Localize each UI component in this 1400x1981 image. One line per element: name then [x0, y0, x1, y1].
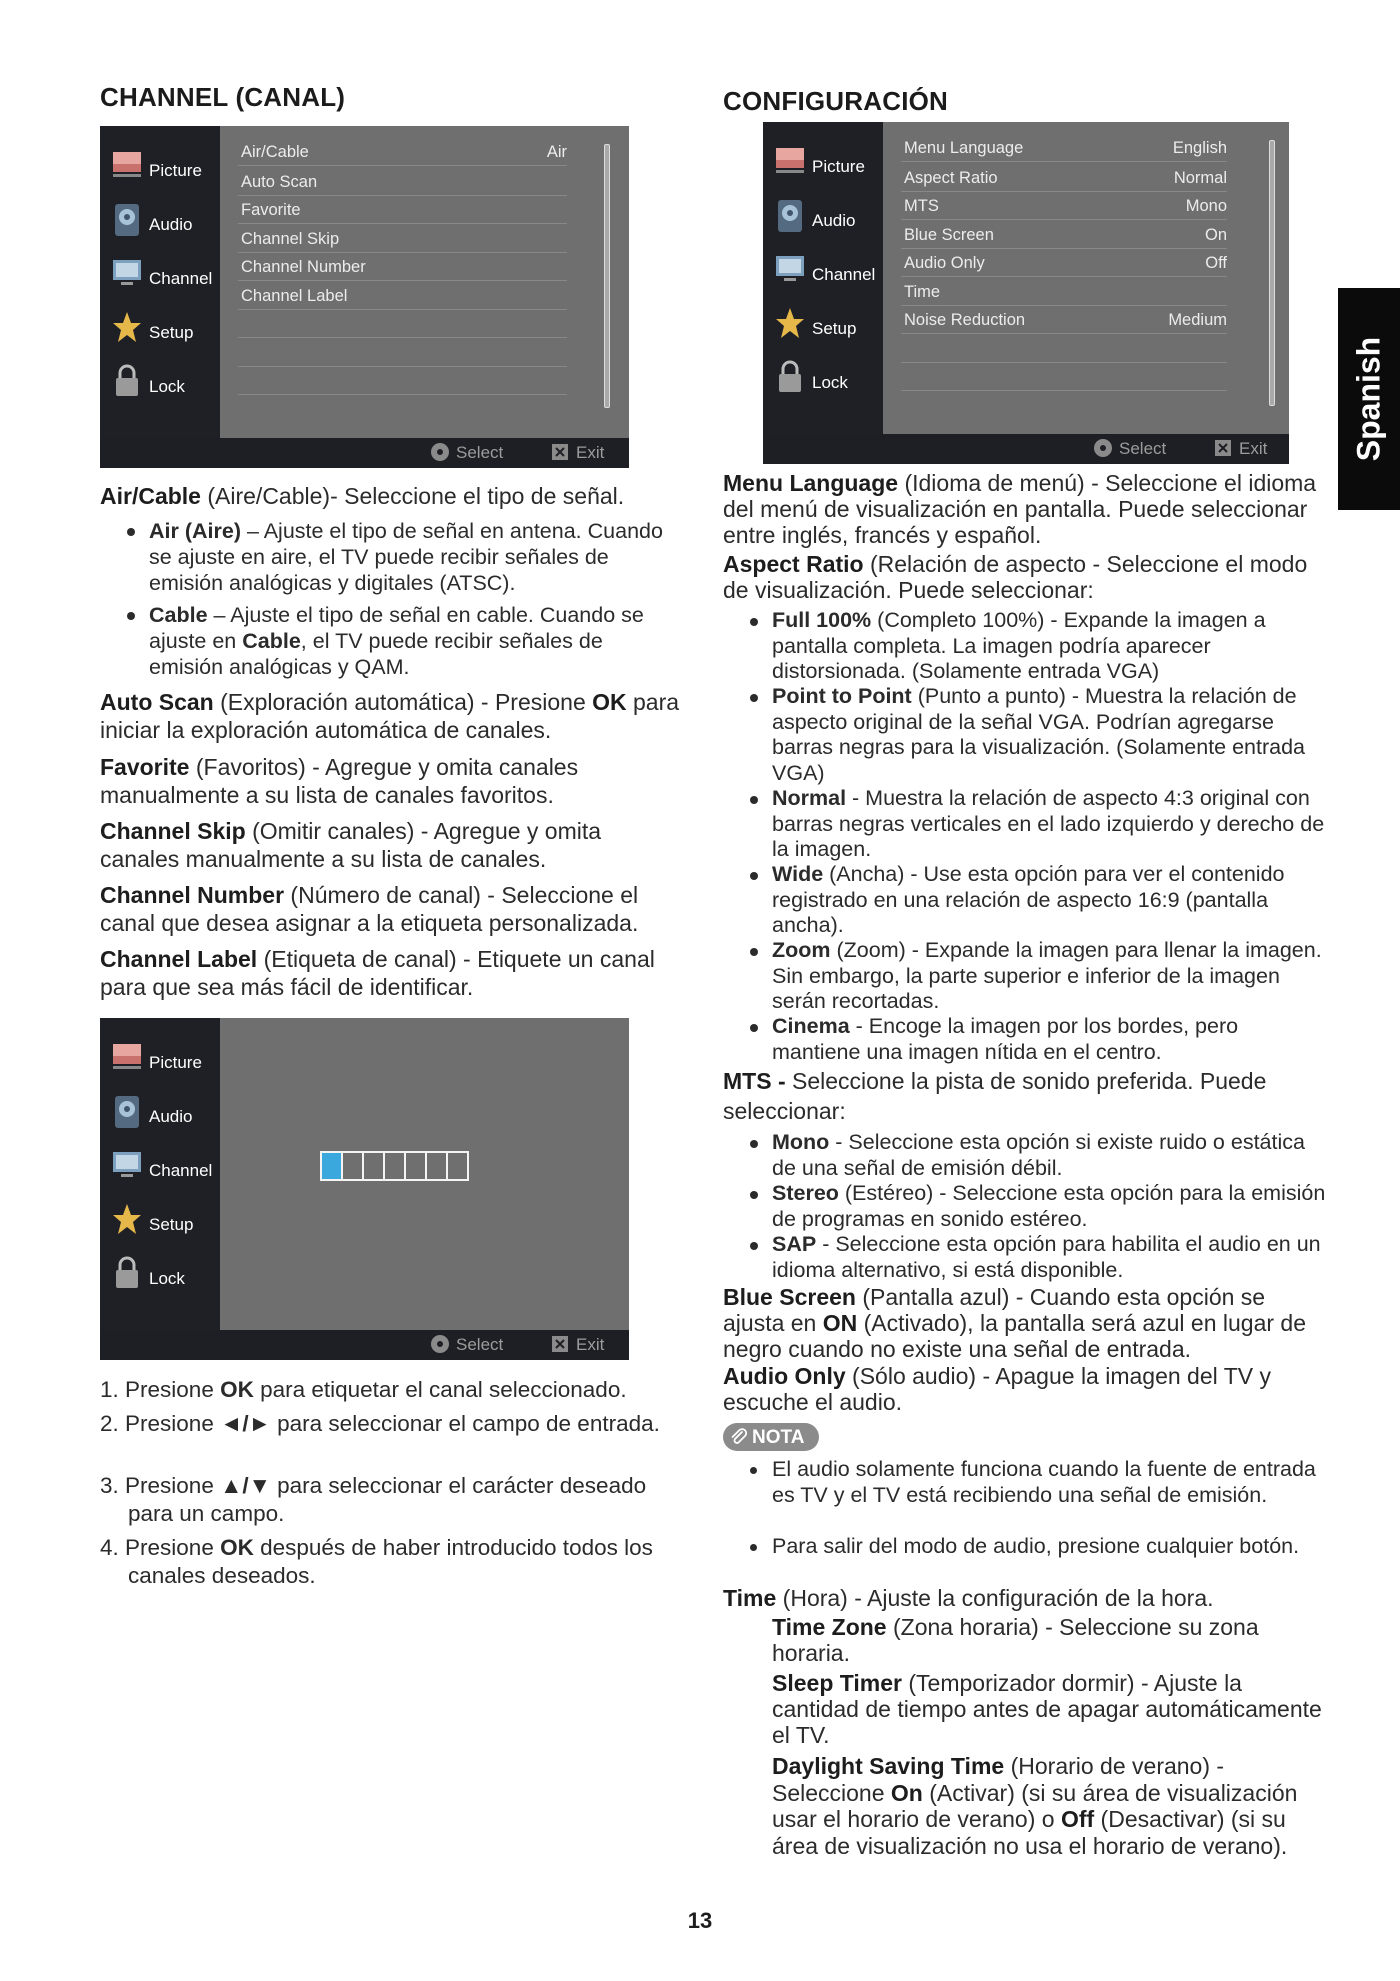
sidebar-item-picture: Picture: [110, 144, 220, 192]
star-setup-icon: [112, 1200, 142, 1240]
exit-icon: [550, 442, 570, 462]
para-menu-language: Menu Language (Idioma de menú) - Seleccione el idioma del menú de visualización en pantalla. Puede seleccionar entre inglés, francés y español.: [723, 470, 1317, 548]
sidebar-item-lock: Lock: [110, 360, 220, 408]
para-air-cable: Air/Cable (Aire/Cable)- Seleccione el tipo de señal.: [100, 483, 625, 509]
menu-panel: [883, 122, 1289, 434]
lock-icon: [112, 362, 142, 402]
label-char-cell[interactable]: [425, 1151, 448, 1181]
dpad-icon: [430, 442, 450, 462]
exit-hint: Exit: [550, 442, 604, 463]
sidebar-item-picture: Picture: [773, 140, 883, 188]
menu-scrollbar: [604, 144, 610, 408]
lock-icon: [775, 358, 805, 398]
language-side-tab: Spanish: [1338, 288, 1400, 510]
para-aspect-ratio: Aspect Ratio (Relación de aspecto - Seleccione el modo de visualización. Puede seleccionar:: [723, 551, 1308, 603]
label-char-cell[interactable]: [404, 1151, 427, 1181]
step-2: 2. Presione ◄/► para seleccionar el campo de entrada.: [100, 1411, 660, 1436]
menu-footer: [100, 438, 629, 468]
menu-row-blue-screen: Blue Screen On: [901, 221, 1227, 249]
sidebar-item-lock: Lock: [110, 1252, 220, 1300]
speaker-icon: [112, 200, 142, 240]
paperclip-icon: [729, 1427, 749, 1447]
sidebar-item-lock: Lock: [773, 356, 883, 404]
bullet-air: Air (Aire) – Ajuste el tipo de señal en antena. Cuando se ajuste en aire, el TV puede recibir señales de emisión analógicas y digitales (ATSC).: [149, 518, 679, 596]
picture-icon: [775, 142, 805, 182]
menu-row-channel-label: Channel Label: [238, 282, 567, 310]
dpad-icon: [1093, 438, 1113, 458]
bullet-sap: SAP - Seleccione esta opción para habilita el audio en un idioma alternativo, si está disponible.: [772, 1232, 1327, 1283]
step-3: 3. Presione ▲/▼ para seleccionar el carácter deseado para un campo.: [100, 1473, 647, 1526]
para-audio-only: Audio Only (Sólo audio) - Apague la imagen del TV y escuche el audio.: [723, 1363, 1272, 1415]
menu-sidebar: [100, 1018, 220, 1330]
step-1: 1. Presione OK para etiquetar el canal seleccionado.: [100, 1377, 627, 1402]
menu-row-mts: MTS Mono: [901, 192, 1227, 220]
sidebar-item-setup: Setup: [110, 306, 220, 354]
menu-row-channel-skip: Channel Skip: [238, 225, 567, 253]
para-time-zone: Time Zone (Zona horaria) - Seleccione su zona horaria.: [772, 1614, 1259, 1666]
channel-tv-icon: [775, 250, 805, 290]
sidebar-item-setup: Setup: [110, 1198, 220, 1246]
bullet-full-100: Full 100% (Completo 100%) - Expande la imagen a pantalla completa. La imagen podría aparecer distorsionada. (Solamente entrada VGA): [772, 608, 1327, 685]
dpad-icon: [430, 1334, 450, 1354]
label-char-cell[interactable]: [362, 1151, 385, 1181]
menu-scrollbar: [1269, 140, 1275, 406]
speaker-icon: [775, 196, 805, 236]
label-char-cell[interactable]: [446, 1151, 469, 1181]
bullet-mono: Mono - Seleccione esta opción si existe ruido o estática de una señal de emisión débil.: [772, 1130, 1327, 1181]
para-daylight-saving: Daylight Saving Time (Horario de verano) - Seleccione On (Activar) (si su área de visualización usar el horario de verano) o Off (Desactivar) (si su área de visualización no usa el horario de verano).: [772, 1753, 1298, 1859]
menu-footer: [100, 1330, 629, 1360]
menu-panel: [220, 126, 629, 438]
para-favorite: Favorite (Favoritos) - Agregue y omita canales manualmente a su lista de canales favoritos.: [100, 754, 579, 808]
note-badge: NOTA: [723, 1423, 819, 1451]
para-auto-scan: Auto Scan (Exploración automática) - Presione OK para iniciar la exploración automática de canales.: [100, 689, 680, 743]
menu-row-menu-language: Menu Language English: [901, 134, 1227, 162]
menu-sidebar: [100, 126, 220, 438]
sidebar-item-picture: Picture: [110, 1036, 220, 1084]
exit-icon: [1213, 438, 1233, 458]
para-channel-label: Channel Label (Etiqueta de canal) - Etiquete un canal para que sea más fácil de identificar.: [100, 946, 655, 1000]
menu-row-air-cable: Air/Cable Air: [238, 138, 567, 166]
picture-icon: [112, 1038, 142, 1078]
sidebar-item-audio: Audio: [110, 198, 220, 246]
configuracion-section-title: CONFIGURACIÓN: [723, 86, 949, 116]
menu-sidebar: [763, 122, 883, 434]
para-blue-screen: Blue Screen (Pantalla azul) - Cuando esta opción se ajusta en ON (Activado), la pantalla será azul en lugar de negro cuando no existe una señal de entrada.: [723, 1284, 1307, 1362]
sidebar-item-audio: Audio: [773, 194, 883, 242]
label-char-cell[interactable]: [320, 1151, 343, 1181]
para-sleep-timer: Sleep Timer (Temporizador dormir) - Ajuste la cantidad de tiempo antes de apagar automáticamente el TV.: [772, 1670, 1322, 1748]
menu-row-empty: [238, 339, 567, 367]
exit-icon: [550, 1334, 570, 1354]
select-hint: Select: [1093, 438, 1166, 459]
menu-row-auto-scan: Auto Scan: [238, 168, 567, 196]
menu-row-audio-only: Audio Only Off: [901, 249, 1227, 277]
menu-row-noise-reduction: Noise Reduction Medium: [901, 306, 1227, 334]
select-hint: Select: [430, 1334, 503, 1355]
channel-tv-icon: [112, 1146, 142, 1186]
channel-tv-icon: [112, 254, 142, 294]
step-4: 4. Presione OK después de haber introducido todos los canales deseados.: [100, 1535, 653, 1588]
star-setup-icon: [112, 308, 142, 348]
menu-row-time: Time: [901, 278, 1227, 306]
menu-footer: [763, 434, 1289, 464]
bullet-cinema: Cinema - Encoge la imagen por los bordes, pero mantiene una imagen nítida en el centro.: [772, 1014, 1327, 1065]
para-time: Time (Hora) - Ajuste la configuración de la hora.: [723, 1585, 1214, 1611]
menu-row-empty: [238, 310, 567, 338]
page-number: 13: [687, 1908, 713, 1933]
bullet-wide: Wide (Ancha) - Use esta opción para ver el contenido registrado en una relación de aspecto 16:9 (pantalla ancha).: [772, 862, 1327, 939]
sidebar-item-channel: Channel: [110, 1144, 220, 1192]
channel-section-title: CHANNEL (CANAL): [100, 82, 346, 112]
bullet-zoom: Zoom (Zoom) - Expande la imagen para llenar la imagen. Sin embargo, la parte superior e inferior de la imagen serán recortadas.: [772, 938, 1327, 1015]
menu-row-empty: [901, 335, 1227, 363]
para-channel-skip: Channel Skip (Omitir canales) - Agregue y omita canales manualmente a su lista de canales.: [100, 818, 602, 872]
channel-label-entry[interactable]: [320, 1151, 467, 1181]
para-mts: MTS - Seleccione la pista de sonido preferida. Puede seleccionar:: [723, 1068, 1267, 1124]
label-char-cell[interactable]: [341, 1151, 364, 1181]
picture-icon: [112, 146, 142, 186]
lock-icon: [112, 1254, 142, 1294]
setup-menu-screenshot: [763, 122, 1289, 464]
sidebar-item-channel: Channel: [773, 248, 883, 296]
label-char-cell[interactable]: [383, 1151, 406, 1181]
bullet-cable: Cable – Ajuste el tipo de señal en cable. Cuando se ajuste en Cable, el TV puede recibir señales de emisión analógicas y QAM.: [149, 602, 679, 680]
para-channel-number: Channel Number (Número de canal) - Seleccione el canal que desea asignar a la etiqueta personalizada.: [100, 882, 639, 936]
speaker-icon: [112, 1092, 142, 1132]
exit-hint: Exit: [550, 1334, 604, 1355]
menu-row-empty: [238, 367, 567, 395]
channel-label-screenshot: [100, 1018, 629, 1360]
menu-row-aspect-ratio: Aspect Ratio Normal: [901, 164, 1227, 192]
sidebar-item-audio: Audio: [110, 1090, 220, 1138]
menu-row-empty: [901, 363, 1227, 391]
star-setup-icon: [775, 304, 805, 344]
sidebar-item-setup: Setup: [773, 302, 883, 350]
select-hint: Select: [430, 442, 503, 463]
channel-menu-screenshot: [100, 126, 629, 468]
bullet-point-to-point: Point to Point (Punto a punto) - Muestra la relación de aspecto original de la señal VGA. Podrían agregarse barras negras para la visualización. (Solamente entrada VGA): [772, 684, 1327, 786]
sidebar-item-channel: Channel: [110, 252, 220, 300]
note-item: Para salir del modo de audio, presione cualquier botón.: [772, 1534, 1327, 1560]
bullet-normal: Normal - Muestra la relación de aspecto 4:3 original con barras negras verticales en el lado izquierdo y derecho de la imagen.: [772, 786, 1327, 863]
menu-row-channel-number: Channel Number: [238, 253, 567, 281]
bullet-stereo: Stereo (Estéreo) - Seleccione esta opción para la emisión de programas en sonido estéreo.: [772, 1181, 1327, 1232]
note-item: El audio solamente funciona cuando la fuente de entrada es TV y el TV está recibiendo una señal de emisión.: [772, 1457, 1327, 1508]
exit-hint: Exit: [1213, 438, 1267, 459]
menu-row-favorite: Favorite: [238, 196, 567, 224]
